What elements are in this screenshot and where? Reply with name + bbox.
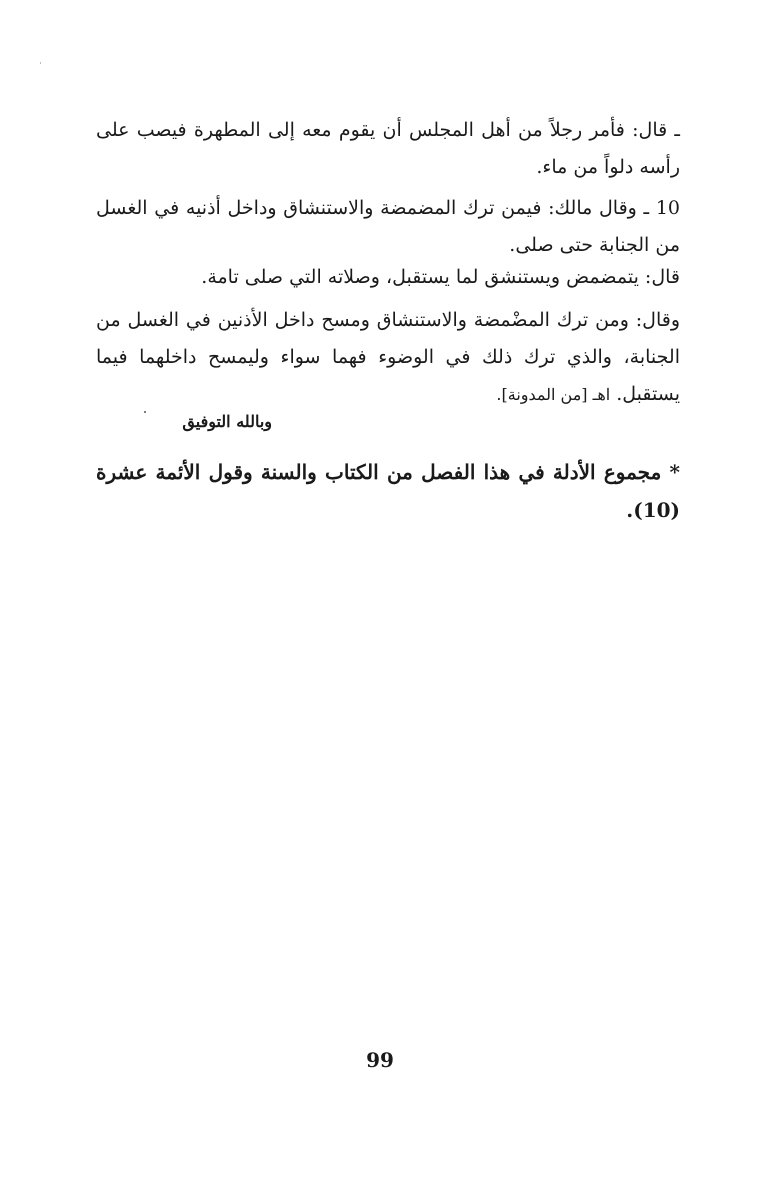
paragraph-1: [96, 112, 680, 186]
paragraph-4-text: [96, 302, 680, 413]
evidence-summary: [96, 453, 680, 529]
evidence-summary-text: * مجموع الأدلة في هذا الفصل من الكتاب والسنة وقول الأئمة عشرة (10).: [96, 460, 680, 522]
paragraph-4-main: وقال: ومن ترك المضْمضة والاستنشاق ومسح داخل الأذنين في الغسل من الجنابة، والذي ترك ذلك في الوضوء فهما سواء وليمسح داخلهما فيما يستقبل.: [96, 309, 680, 405]
ink-dot: [144, 411, 146, 413]
source-citation: اهـ [من المدونة].: [496, 385, 611, 404]
closing-phrase: وبالله التوفيق: [182, 412, 272, 431]
paragraph-4: [96, 302, 680, 413]
paragraph-1-text: ـ قال: فأمر رجلاً من أهل المجلس أن يقوم معه إلى المطهرة فيصب على رأسه دلواً من ماء.: [96, 119, 680, 178]
paragraph-3-text: قال: يتمضمض ويستنشق لما يستقبل، وصلاته التي صلى تامة.: [201, 266, 680, 288]
paragraph-2: [96, 190, 680, 264]
paragraph-2-text: 10 ـ وقال مالك: فيمن ترك المضمضة والاستنشاق وداخل أذنيه في الغسل من الجنابة حتى صلى.: [96, 197, 680, 256]
page-number: 99: [366, 1048, 394, 1072]
paragraph-3: [96, 259, 680, 296]
scan-mark: [40, 62, 41, 64]
